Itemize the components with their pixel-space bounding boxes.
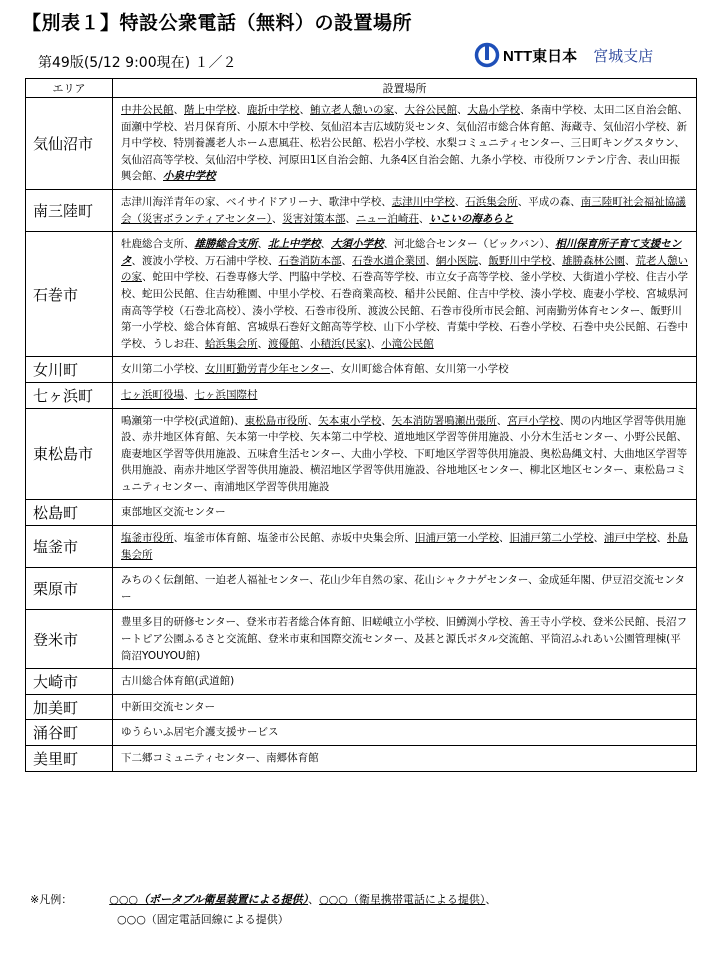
legend-portable-satellite: ○○○（ポータブル衛星装置による提供）	[109, 893, 309, 906]
table-row	[26, 500, 697, 526]
location-name: 石巻消防本部	[278, 254, 342, 267]
area-cell: 登米市	[26, 610, 113, 669]
ntt-logo-icon	[474, 42, 500, 68]
location-text: 、渡波小学校、万石浦中学校、	[131, 254, 279, 267]
location-text: 、	[454, 195, 466, 208]
location-text: 、	[299, 104, 310, 116]
location-text: 、	[418, 212, 430, 225]
location-text: ゆうらいふ居宅介護支援サービス	[121, 726, 279, 739]
location-text: 、	[499, 532, 510, 545]
location-name: 旧浦戸第一小学校	[415, 532, 499, 545]
table-row	[26, 746, 697, 772]
places-cell	[113, 669, 697, 695]
location-text: 、	[257, 337, 268, 350]
location-name: 浦戸中学校	[604, 532, 657, 545]
location-text: 、	[307, 414, 319, 427]
location-text: 、	[381, 414, 392, 427]
location-text: 東部地区交流センター	[121, 506, 226, 519]
location-name: 雄勝森林公園	[562, 254, 625, 267]
table-row	[26, 720, 697, 746]
branch-name: 宮城支店	[593, 46, 654, 65]
area-cell: 気仙沼市	[26, 98, 113, 190]
location-text: 、	[236, 104, 247, 116]
location-name: 東松島市役所	[244, 414, 308, 427]
location-name: 女川町勤労青少年センター	[205, 363, 331, 376]
location-text: 女川第二小学校、	[121, 363, 205, 376]
location-name: 小積浜(民家)	[310, 337, 371, 350]
table-row	[26, 408, 697, 500]
location-text: 、蛇田中学校、石巻専修大学、門脇中学校、石巻高等学校、市立女子高等学校、釜小学校、大街道小学校、住吉小学校、蛇田公民館、住吉幼稚園、中里小学校、石巻商業高校、稲井公民館、住吉中学校、湊小学校、鹿妻小学校、宮城県河南高等学校（石巻北高校）、湊小学校、石巻市役所、渡波公民館、石巻市役所市民会館、河南勤労体育センター、飯野川第一小学校、総合体育館、宮城県石巻好文館高等学校、山下小学校、青葉中学校、石巻小学校、石巻中央公民館、石巻中学校、うしお荘、	[121, 271, 688, 350]
places-cell	[113, 357, 697, 383]
location-name: 大谷公民館	[404, 104, 457, 116]
location-name: 飯野川中学校	[488, 254, 552, 267]
location-text: 、塩釜市体育館、塩釜市公民館、赤坂中央集会所、	[173, 532, 415, 545]
table-body	[26, 98, 697, 772]
legend-fixed-line: ○○○（固定電話回線による提供）	[117, 913, 289, 926]
table-row	[26, 357, 697, 383]
location-name: 大島小学校	[467, 104, 520, 116]
locations-table	[25, 78, 697, 772]
table-row	[26, 232, 697, 357]
table-row	[26, 610, 697, 669]
location-name: 階上中学校	[184, 104, 237, 116]
area-cell: 大崎市	[26, 669, 113, 695]
location-name: 北上中学校	[268, 238, 321, 251]
location-text: みちのく伝創館、一迫老人福祉センター、花山少年自然の家、花山シャクナゲセンター、金成延年閣、伊豆沼交流センター	[121, 574, 686, 603]
location-name: 石浜集会所	[465, 195, 518, 208]
location-name: ニュー泊崎荘	[355, 212, 419, 225]
location-name: 志津川中学校	[391, 195, 455, 208]
location-name: 雄勝総合支所	[194, 238, 258, 251]
table-row	[26, 669, 697, 695]
table-row	[26, 189, 697, 231]
location-name: 荒老人憩いの家	[121, 254, 688, 284]
places-cell	[113, 500, 697, 526]
table-row	[26, 98, 697, 190]
location-name: 七ヶ浜国際村	[194, 388, 258, 401]
location-text: 、関の内地区学習等供用施設、赤井地区体育館、矢本第一中学校、矢本第二中学校、道地地区学習等併用施設、小分木生活センター、小野公民館、鹿妻地区学習等供用施設、五味倉生活センター、大曲小学校、下町地区学習等供用施設、奥松島縄文村、大曲地区学習等供用施設、南赤井地区学習等供用施設、横沼地区学習等供用施設、谷地地区センター、柳北区地区センター、東松島コミュニティセンター、南浦地区学習等供用施設	[121, 414, 688, 493]
places-cell	[113, 610, 697, 669]
places-cell	[113, 408, 697, 500]
location-text: 、条南中学校、太田二区自治会館、面瀬中学校、岩月保育所、小原木中学校、気仙沼本吉広域防災センタ、気仙沼市総合体育館、海蔵寺、気仙沼小学校、新月中学校、特別養護老人ホーム恵風荘、松岩公民館、松岩小学校、水梨コミュニティセンター、三日町キングスタウン、気仙沼高等学校、気仙沼中学校、河原田1区自治会館、九条4区自治会館、九条小学校、市役所ワンテン庁舎、表山田振興会館、	[121, 104, 688, 183]
legend-separator: 、	[308, 893, 320, 906]
location-name: 宮戸小学校	[507, 414, 560, 427]
location-text: 、	[656, 532, 667, 545]
location-text: 、	[394, 104, 405, 116]
location-text: 、	[370, 337, 382, 350]
places-cell	[113, 98, 697, 190]
location-text: 志津川海洋青年の家、ベイサイドアリーナ、歌津中学校、	[121, 195, 392, 208]
places-cell	[113, 694, 697, 720]
location-text: 、	[593, 532, 604, 545]
location-name: 旧浦戸第二小学校	[509, 532, 594, 545]
edition-label: 第49版(5/12 9:00現在) １／２	[38, 55, 237, 71]
location-text: 豊里多目的研修センター、登米市若者総合体育館、旧嵯峨立小学校、旧鱒渕小学校、善王寺小学校、登米公民館、長沼フートピア公園ふるさと交流館、登米市東和国際交流センター、及甚と源氏ボタル交流館、平筒沼ふれあい公園管理棟(平筒沼YOUYOU館)	[121, 616, 688, 662]
location-text: 牡鹿総合支所、	[121, 238, 195, 251]
location-text: 、	[457, 104, 468, 116]
location-text: 下二郷コミュニティセンター、南郷体育館	[121, 752, 319, 764]
area-cell: 女川町	[26, 357, 113, 383]
area-cell: 松島町	[26, 500, 113, 526]
location-text: 、	[299, 337, 310, 350]
location-text: 、	[271, 212, 283, 225]
area-cell: 七ヶ浜町	[26, 382, 113, 408]
location-text: 、	[341, 254, 352, 267]
location-text: 、	[425, 254, 436, 267]
location-text: 、平成の森、	[517, 195, 581, 208]
location-name: 鮪立老人憩いの家	[310, 104, 394, 116]
page-title: 【別表１】特設公衆電話（無料）の設置場所	[22, 12, 413, 34]
places-cell	[113, 568, 697, 610]
location-text: 、	[551, 254, 562, 267]
places-cell	[113, 720, 697, 746]
location-text: 、	[345, 212, 356, 225]
location-text: 、	[496, 414, 508, 427]
legend-satellite-phone: ○○○（衛星携帯電話による提供）	[319, 893, 486, 906]
location-name: 石巻水道企業団	[352, 254, 426, 267]
location-name: 南三陸町社会福祉協議会（災害ボランティアセンター）	[121, 195, 686, 225]
location-text: 、女川町総合体育館、女川第一小学校	[330, 363, 509, 376]
table-row	[26, 526, 697, 568]
location-name: 小泉中学校	[163, 170, 216, 183]
location-name: 朴島集会所	[121, 532, 688, 561]
location-name: 蛤浜集会所	[205, 337, 258, 350]
area-cell: 塩釜市	[26, 526, 113, 568]
location-name: 小滝公民館	[381, 337, 434, 350]
location-name: いこいの海あらと	[429, 212, 514, 225]
legend-separator: 、	[485, 893, 497, 906]
places-cell	[113, 526, 697, 568]
location-text: 中新田交流センター	[121, 700, 216, 713]
location-text: 、	[478, 254, 489, 267]
legend-prefix: ※凡例：	[30, 893, 73, 906]
area-cell: 石巻市	[26, 232, 113, 357]
column-header-area: エリア	[26, 79, 113, 98]
location-text: 、河北総合センター（ビックバン）、	[383, 238, 556, 251]
location-text: 古川総合体育館(武道館)	[121, 675, 235, 688]
location-name: 網小医院	[436, 254, 478, 267]
legend	[30, 890, 496, 930]
location-name: 塩釜市役所	[121, 532, 174, 545]
location-text: 鳴瀬第一中学校(武道館)、	[121, 414, 245, 427]
location-text: 、	[184, 388, 195, 401]
location-name: 渡優館	[268, 337, 300, 350]
places-cell	[113, 189, 697, 231]
location-name: 大須小学校	[331, 238, 384, 251]
location-name: 災害対策本部	[282, 212, 346, 225]
places-cell	[113, 746, 697, 772]
area-cell: 栗原市	[26, 568, 113, 610]
area-cell: 美里町	[26, 746, 113, 772]
location-text: 、	[173, 104, 184, 116]
location-text: 、	[320, 238, 331, 251]
location-name: 鹿折中学校	[247, 104, 300, 116]
places-cell	[113, 382, 697, 408]
table-header-row	[26, 79, 697, 98]
location-name: 矢本消防署鳴瀬出張所	[391, 414, 497, 427]
location-text: 、	[625, 254, 636, 267]
logo-text: NTT東日本	[503, 47, 578, 65]
table-row	[26, 694, 697, 720]
location-name: 七ヶ浜町役場	[121, 388, 184, 401]
table-row	[26, 382, 697, 408]
company-logo	[474, 42, 653, 68]
table-row	[26, 568, 697, 610]
location-name: 相川保育所子育て支援センタ	[121, 238, 682, 267]
area-cell: 東松島市	[26, 408, 113, 500]
location-text: 、	[257, 238, 268, 251]
location-name: 中井公民館	[121, 104, 174, 116]
places-cell	[113, 232, 697, 357]
area-cell: 涌谷町	[26, 720, 113, 746]
area-cell: 南三陸町	[26, 189, 113, 231]
area-cell: 加美町	[26, 694, 113, 720]
location-name: 矢本東小学校	[318, 414, 382, 427]
column-header-places: 設置場所	[113, 79, 697, 98]
